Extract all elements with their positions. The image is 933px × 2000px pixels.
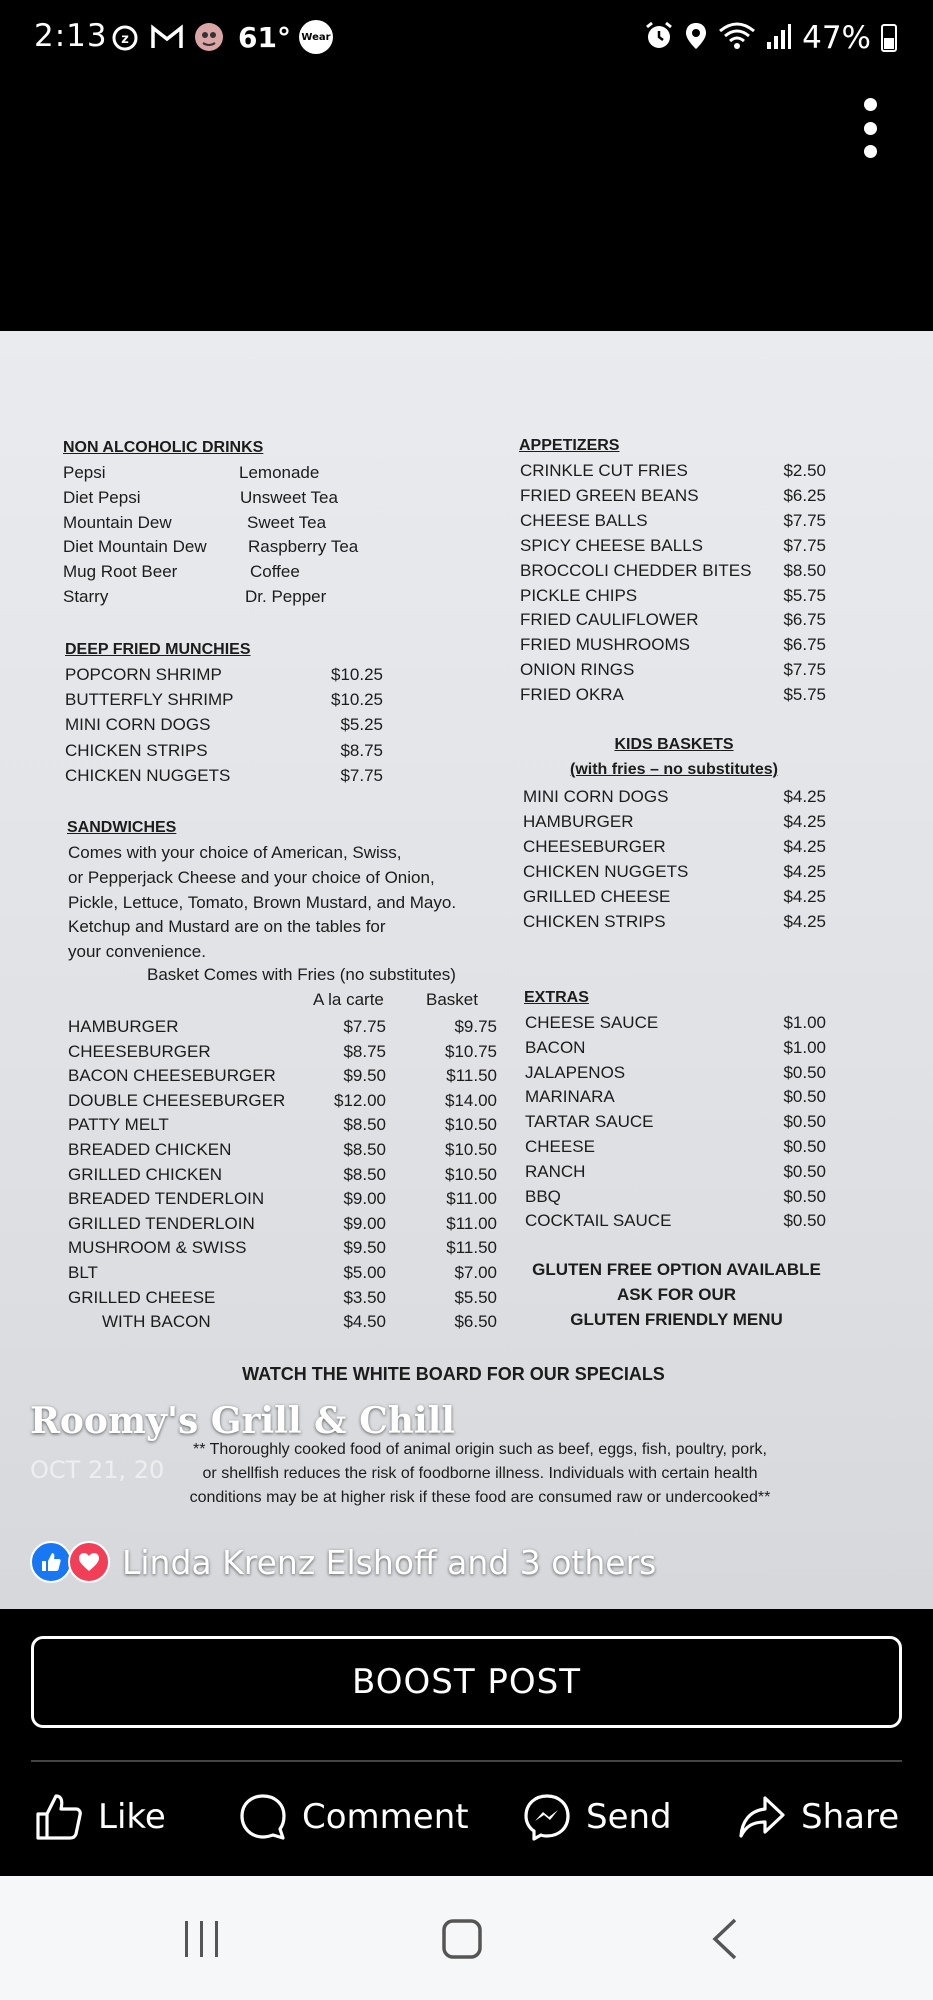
- more-options-button[interactable]: [855, 98, 885, 158]
- sandwich-basket-price: $14.00: [445, 1090, 497, 1110]
- kids-item-price: $4.25: [783, 812, 826, 831]
- kids-item-price: $4.25: [783, 862, 826, 881]
- munchie-name: POPCORN SHRIMP: [65, 665, 222, 684]
- back-button[interactable]: [705, 1916, 745, 1962]
- love-reaction-icon: [68, 1541, 110, 1583]
- appetizer-price: $5.75: [783, 585, 826, 605]
- like-reaction-icon: [30, 1541, 72, 1583]
- sandwich-name: GRILLED CHICKEN: [68, 1164, 222, 1184]
- appetizer-name: BROCCOLI CHEDDER BITES: [520, 560, 752, 580]
- more-dot: [864, 122, 877, 135]
- drink-item: Sweet Tea: [247, 512, 327, 532]
- system-nav-bar: [0, 1876, 933, 2000]
- sandwich-alacarte-price: $3.50: [343, 1287, 386, 1307]
- home-icon: [441, 1918, 483, 1960]
- appetizers-heading: APPETIZERS: [519, 437, 620, 454]
- appetizer-name: FRIED OKRA: [520, 685, 624, 705]
- kids-item-name: CHICKEN STRIPS: [523, 912, 666, 931]
- svg-text:z: z: [121, 32, 129, 47]
- specials-note: WATCH THE WHITE BOARD FOR OUR SPECIALS: [242, 1364, 665, 1384]
- extra-name: BACON: [525, 1037, 586, 1057]
- sandwich-name: PATTY MELT: [68, 1115, 169, 1135]
- extra-name: MARINARA: [525, 1087, 615, 1107]
- sandwich-alacarte-price: $8.75: [343, 1041, 386, 1061]
- extra-price: $0.50: [783, 1112, 826, 1132]
- recent-apps-icon: [182, 1919, 222, 1959]
- sandwich-alacarte-price: $9.50: [343, 1238, 386, 1258]
- signal-icon: [766, 22, 792, 54]
- appetizer-price: $7.75: [783, 510, 826, 530]
- kids-subheading: (with fries – no substitutes): [569, 761, 778, 778]
- sandwiches-heading: SANDWICHES: [67, 819, 177, 836]
- battery-percent: 47%: [802, 20, 871, 56]
- disclaimer-line-3: conditions may be at higher risk if these food are consumed raw or undercooked**: [189, 1489, 771, 1506]
- appetizer-price: $6.25: [783, 485, 826, 505]
- sandwich-basket-price: $6.50: [454, 1312, 497, 1332]
- alarm-off-icon: [108, 20, 142, 54]
- appetizer-name: ONION RINGS: [520, 660, 635, 680]
- alarm-icon: [644, 21, 674, 55]
- drink-item: Mug Root Beer: [63, 562, 178, 582]
- sandwich-alacarte-price: $9.50: [343, 1066, 386, 1086]
- sandwich-basket-price: $11.50: [446, 1066, 497, 1086]
- munchie-name: MINI CORN DOGS: [65, 715, 211, 735]
- share-label: Share: [801, 1797, 900, 1837]
- extras-heading: EXTRAS: [524, 989, 589, 1006]
- post-action-bar: [0, 1770, 933, 1870]
- more-dot: [864, 98, 877, 111]
- drink-item: Raspberry Tea: [248, 537, 359, 557]
- kids-item-price: $4.25: [783, 837, 826, 856]
- kids-item-name: HAMBURGER: [523, 812, 634, 831]
- post-date: OCT 21, 20: [30, 1456, 165, 1484]
- sandwich-basket-price: $11.00: [446, 1189, 497, 1209]
- boost-post-button[interactable]: BOOST POST: [31, 1636, 902, 1728]
- appetizer-name: FRIED MUSHROOMS: [520, 635, 690, 655]
- munchie-name: BUTTERFLY SHRIMP: [65, 690, 234, 710]
- post-author-name[interactable]: Roomy's Grill & Chill: [30, 1400, 455, 1442]
- appetizer-name: SPICY CHEESE BALLS: [520, 535, 703, 555]
- location-icon: [684, 21, 708, 55]
- gluten-line-3: GLUTEN FRIENDLY MENU: [570, 1310, 783, 1329]
- gmail-icon: [150, 20, 184, 54]
- munchie-name: CHICKEN NUGGETS: [65, 765, 231, 785]
- send-label: Send: [586, 1797, 672, 1837]
- drink-item: Diet Mountain Dew: [63, 537, 207, 557]
- sandwich-desc-line: Pickle, Lettuce, Tomato, Brown Mustard, and Mayo.: [68, 892, 457, 912]
- status-left-icons: [108, 20, 333, 54]
- appetizer-name: CHEESE BALLS: [520, 510, 648, 530]
- appetizer-price: $2.50: [783, 461, 826, 480]
- sandwich-basket-price: $11.50: [446, 1238, 497, 1258]
- munchie-name: CHICKEN STRIPS: [65, 740, 208, 760]
- extra-price: $0.50: [783, 1087, 826, 1107]
- sandwich-basket-price: $10.50: [445, 1115, 497, 1135]
- extra-price: $0.50: [783, 1161, 826, 1181]
- back-icon: [710, 1917, 740, 1961]
- extra-price: $0.50: [783, 1062, 826, 1082]
- appetizer-name: CRINKLE CUT FRIES: [520, 461, 688, 480]
- sandwich-name: GRILLED CHEESE: [68, 1287, 216, 1307]
- drink-item: Starry: [63, 587, 109, 606]
- drink-item: Diet Pepsi: [63, 487, 141, 507]
- sandwich-basket-price: $9.75: [454, 1017, 497, 1036]
- messenger-icon: [522, 1792, 572, 1842]
- battery-icon: [881, 24, 897, 52]
- sandwich-basket-price: $7.00: [454, 1263, 497, 1282]
- extra-name: BBQ: [525, 1186, 561, 1206]
- kids-item-price: $4.25: [783, 887, 826, 906]
- extra-price: $0.50: [783, 1137, 826, 1156]
- sandwich-name: HAMBURGER: [68, 1017, 179, 1036]
- share-arrow-icon: [737, 1792, 787, 1842]
- gluten-line-1: GLUTEN FREE OPTION AVAILABLE: [532, 1260, 821, 1279]
- send-button[interactable]: [522, 1792, 672, 1842]
- munchie-price: $10.25: [331, 665, 383, 684]
- sandwich-name: BREADED TENDERLOIN: [68, 1189, 265, 1209]
- drink-item: Lemonade: [239, 463, 320, 482]
- extra-name: CHEESE: [525, 1137, 595, 1156]
- drink-item: Pepsi: [63, 463, 106, 482]
- kids-item-name: GRILLED CHEESE: [523, 887, 671, 906]
- extra-name: JALAPENOS: [525, 1062, 626, 1082]
- comment-icon: [238, 1792, 288, 1842]
- sandwich-basket-price: $10.50: [445, 1164, 497, 1184]
- extra-price: $1.00: [783, 1037, 826, 1057]
- like-label: Like: [98, 1797, 166, 1837]
- kids-item-name: CHEESEBURGER: [523, 837, 666, 856]
- sandwich-alacarte-price: $8.50: [343, 1140, 386, 1159]
- like-button[interactable]: [34, 1792, 166, 1842]
- sandwich-desc-line: Ketchup and Mustard are on the tables for: [68, 917, 386, 937]
- appetizer-name: PICKLE CHIPS: [520, 585, 638, 605]
- kids-item-price: $4.25: [783, 912, 826, 931]
- kids-item-price: $4.25: [783, 787, 826, 806]
- appetizer-price: $8.50: [783, 560, 826, 580]
- gluten-line-2: ASK FOR OUR: [617, 1285, 736, 1304]
- sandwich-name: GRILLED TENDERLOIN: [68, 1213, 255, 1233]
- sandwich-alacarte-price: $8.50: [343, 1164, 386, 1184]
- sandwich-basket-price: $5.50: [454, 1287, 497, 1307]
- sandwich-basket-price: $10.75: [445, 1041, 497, 1061]
- wifi-icon: [718, 21, 756, 55]
- extra-name: TARTAR SAUCE: [525, 1112, 654, 1132]
- home-button[interactable]: [440, 1916, 484, 1962]
- extra-name: RANCH: [525, 1161, 586, 1181]
- status-bar: [0, 0, 933, 80]
- recent-apps-button[interactable]: [180, 1916, 224, 1962]
- wear-icon: Wear: [299, 20, 333, 54]
- drink-item: Dr. Pepper: [245, 587, 327, 606]
- sandwich-alacarte-price: $9.00: [343, 1213, 386, 1233]
- sandwich-alacarte-price: $9.00: [343, 1189, 386, 1209]
- sandwich-alacarte-price: $7.75: [343, 1017, 386, 1036]
- munchies-heading: DEEP FRIED MUNCHIES: [65, 641, 251, 658]
- munchie-price: $10.25: [331, 690, 383, 710]
- appetizer-price: $6.75: [783, 610, 826, 630]
- kids-item-name: CHICKEN NUGGETS: [523, 862, 689, 881]
- sandwich-alacarte-price: $5.00: [343, 1263, 386, 1282]
- appetizer-price: $7.75: [783, 535, 826, 555]
- weather-temperature: 61°: [238, 20, 291, 54]
- sandwich-basket-price: $11.00: [446, 1213, 497, 1233]
- extra-price: $1.00: [783, 1013, 826, 1032]
- drink-item: Mountain Dew: [63, 512, 172, 532]
- sandwich-name: DOUBLE CHEESEBURGER: [68, 1090, 286, 1110]
- extra-name: CHEESE SAUCE: [525, 1013, 659, 1032]
- thumbs-up-icon: [34, 1792, 84, 1842]
- munchie-price: $8.75: [340, 740, 383, 760]
- col-basket-header: Basket: [426, 990, 478, 1009]
- kids-heading: KIDS BASKETS: [614, 736, 734, 753]
- basket-note: Basket Comes with Fries (no substitutes): [147, 965, 456, 984]
- disclaimer-line-2: or shellfish reduces the risk of foodborne illness. Individuals with certain health: [202, 1465, 758, 1482]
- drink-item: Unsweet Tea: [240, 487, 338, 507]
- status-time: 2:13: [34, 18, 108, 54]
- sandwich-basket-price: $10.50: [445, 1140, 497, 1159]
- more-dot: [864, 145, 877, 158]
- extra-price: $0.50: [783, 1211, 826, 1231]
- appetizer-price: $7.75: [783, 660, 826, 680]
- munchie-price: $7.75: [340, 765, 383, 785]
- comment-button[interactable]: [238, 1792, 469, 1842]
- appetizer-name: FRIED GREEN BEANS: [520, 485, 699, 505]
- reactions-summary[interactable]: [30, 1541, 656, 1583]
- sandwich-alacarte-price: $12.00: [334, 1090, 386, 1110]
- comment-label: Comment: [302, 1797, 469, 1837]
- sandwich-desc-line: your convenience.: [68, 942, 206, 962]
- sandwich-desc-line: Comes with your choice of American, Swiss,: [68, 843, 402, 862]
- sandwich-name: CHEESEBURGER: [68, 1041, 211, 1061]
- sandwich-desc-line: or Pepperjack Cheese and your choice of Onion,: [68, 867, 435, 887]
- disclaimer-line-1: ** Thoroughly cooked food of animal origin such as beef, eggs, fish, poultry, pork,: [193, 1441, 767, 1458]
- sandwich-name: BACON CHEESEBURGER: [68, 1066, 276, 1086]
- sandwich-alacarte-price: $8.50: [343, 1115, 386, 1135]
- status-right-icons: [644, 20, 897, 56]
- appetizer-price: $5.75: [783, 685, 826, 705]
- divider: [31, 1760, 902, 1762]
- avatar-icon: [192, 20, 226, 54]
- extra-price: $0.50: [783, 1186, 826, 1206]
- kids-item-name: MINI CORN DOGS: [523, 787, 669, 806]
- sandwich-name: MUSHROOM & SWISS: [68, 1238, 247, 1258]
- munchie-price: $5.25: [340, 715, 383, 735]
- share-button[interactable]: [737, 1792, 899, 1842]
- sandwich-name: WITH BACON: [102, 1312, 211, 1332]
- reactions-text: Linda Krenz Elshoff and 3 others: [122, 1542, 657, 1582]
- sandwich-alacarte-price: $4.50: [343, 1312, 386, 1332]
- drink-item: Coffee: [250, 562, 300, 582]
- sandwich-name: BREADED CHICKEN: [68, 1140, 232, 1159]
- appetizer-name: FRIED CAULIFLOWER: [520, 610, 699, 630]
- sandwich-name: BLT: [68, 1263, 98, 1282]
- drinks-heading: NON ALCOHOLIC DRINKS: [63, 439, 264, 456]
- appetizer-price: $6.75: [783, 635, 826, 655]
- extra-name: COCKTAIL SAUCE: [525, 1211, 672, 1231]
- col-alacarte-header: A la carte: [313, 990, 384, 1009]
